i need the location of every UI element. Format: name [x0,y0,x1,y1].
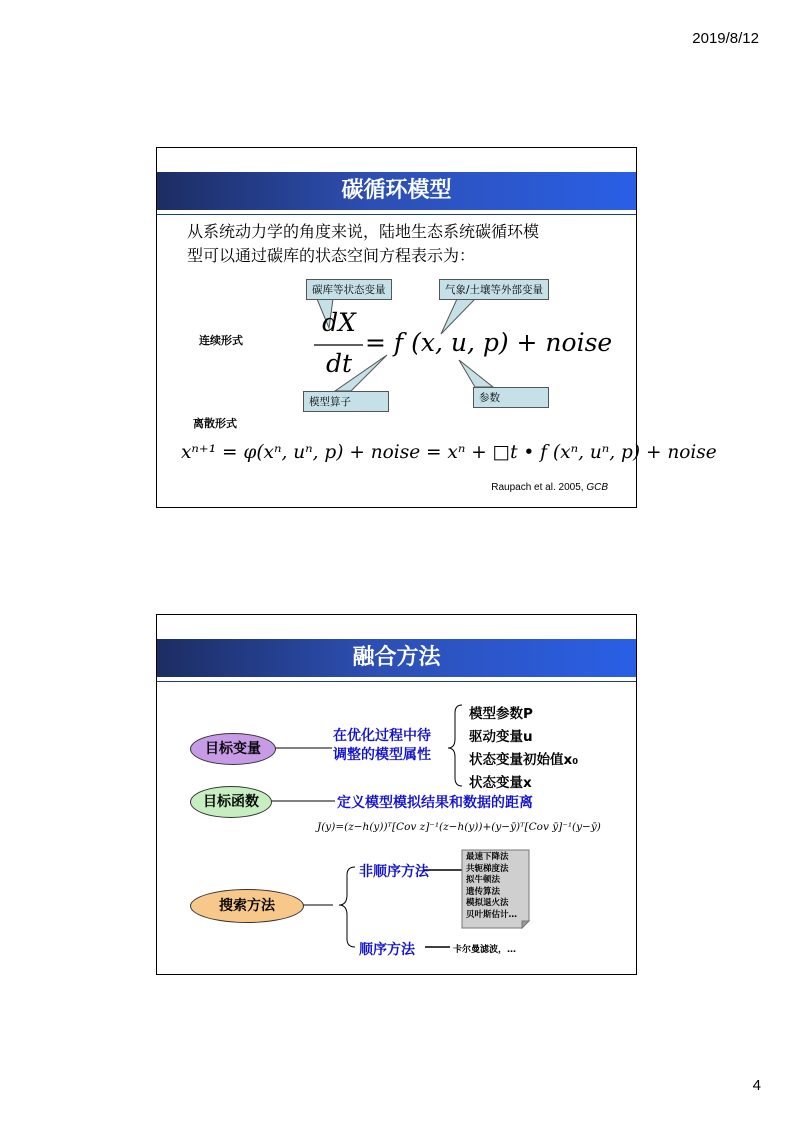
label-non-sequential: 非顺序方法 [359,864,429,880]
method-item: 模拟退火法 [466,898,509,908]
method-item: 遗传算法 [466,886,501,897]
page-number: 4 [752,1077,761,1094]
param-item: 驱动变量u [469,729,533,745]
eq-continuous-denominator: dt [325,349,353,378]
eq-continuous-numerator: dX [322,308,356,337]
param-item: 状态变量初始值x₀ [469,752,579,768]
citation [491,482,608,493]
method-item: 贝叶斯估计… [466,909,518,920]
param-item: 模型参数P [469,706,533,722]
citation-journal: GCB [586,482,608,493]
label-continuous-form: 连续形式 [199,334,243,347]
callout-model-operator: 模型算子 [303,391,389,412]
eq-continuous-rhs: = f (x, u, p) + noise [365,328,613,357]
method-item: 共轭梯度法 [466,863,509,874]
label-sequential: 顺序方法 [359,942,415,958]
callout-state-variables: 碳库等状态变量 [306,279,392,300]
text-objective-definition: 定义模型模拟结果和数据的距离 [337,795,533,811]
slide-title: 融合方法 [157,639,636,677]
page-date: 2019/8/12 [692,30,759,47]
slide-fusion-methods [156,614,637,975]
text-optimize-attributes [333,727,431,765]
slide-carbon-cycle [156,147,717,508]
method-item: 拟牛顿法 [466,875,501,885]
method-item: 最速下降法 [466,852,509,862]
callout-parameters: 参数 [473,387,549,408]
citation-authors: Raupach et al. 2005, [491,482,587,493]
sequential-methods: 卡尔曼滤波，… [453,945,517,955]
param-item: 状态变量x [469,775,532,791]
intro-line-1: 从系统动力学的角度来说，陆地生态系统碳循环模 [187,222,540,241]
eq-discrete: xⁿ⁺¹ = φ(xⁿ, uⁿ, p) + noise = xⁿ + □t • f (xⁿ, uⁿ, p) + noise [181,442,717,463]
methods-list [466,852,517,921]
optimize-line-2: 调整的模型属性 [333,747,431,763]
label-discrete-form: 离散形式 [193,417,237,430]
oval-search-method: 搜索方法 [190,889,304,923]
oval-target-variable: 目标变量 [190,733,276,765]
optimize-line-1: 在优化过程中待 [333,728,431,744]
eq-objective-function: J(y)=(z−h(y))ᵀ[Cov z]⁻¹(z−h(y))+(y−ȳ)ᵀ[Cov ȳ]⁻¹(y−ȳ) [317,821,601,833]
callout-external-variables: 气象/土壤等外部变量 [439,279,549,300]
intro-line-2: 型可以通过碳库的状态空间方程表示为： [187,246,476,265]
slide-title: 碳循环模型 [157,172,636,210]
oval-objective-function: 目标函数 [190,786,272,818]
